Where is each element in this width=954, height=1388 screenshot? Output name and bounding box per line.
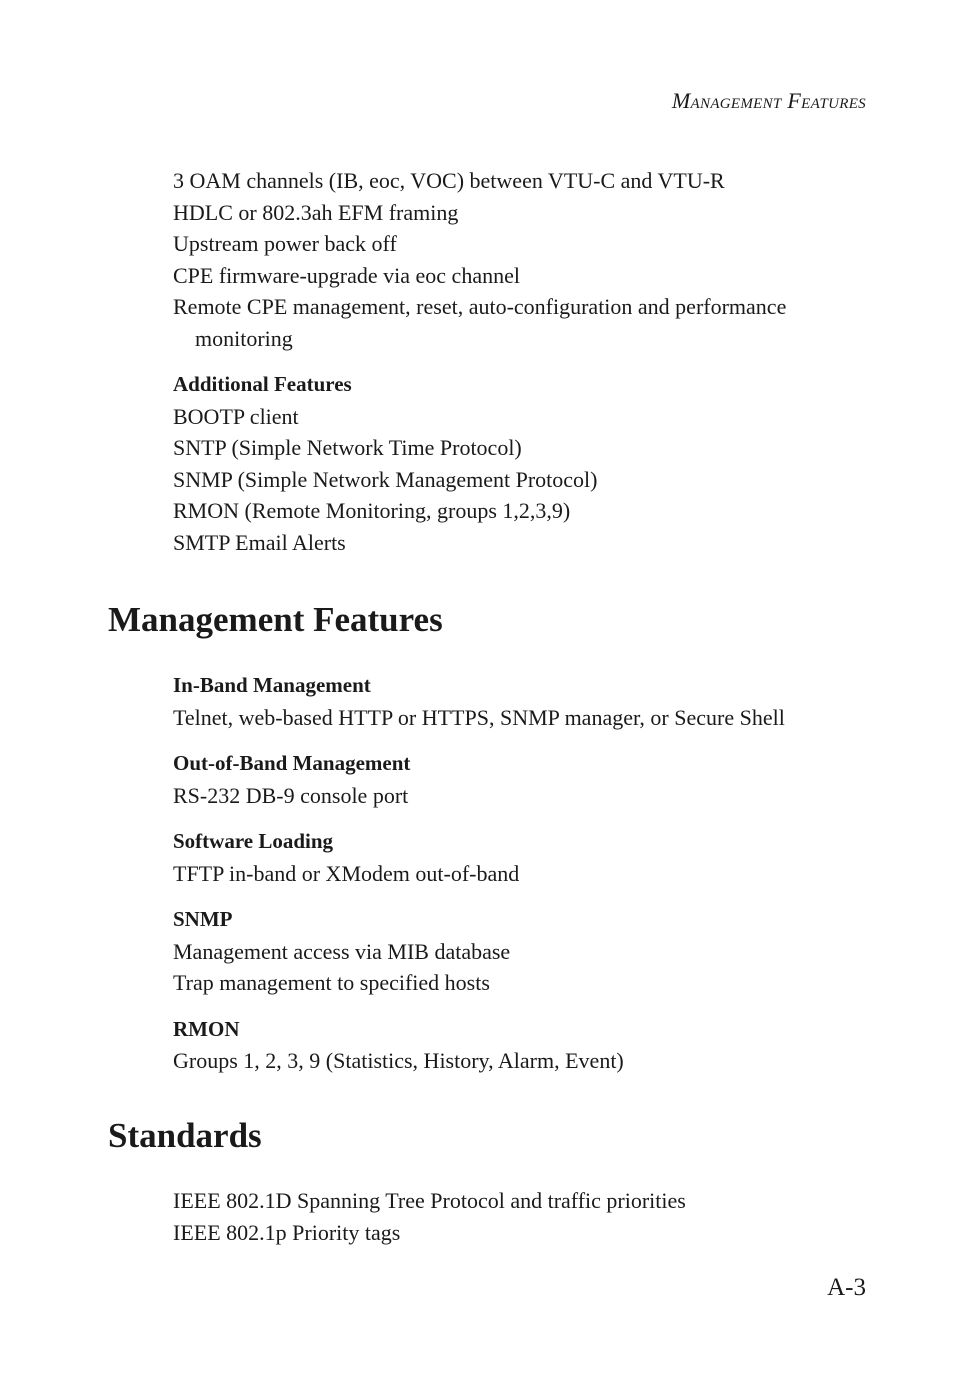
in-band-heading: In-Band Management (173, 673, 371, 697)
list-item: RMON (Remote Monitoring, groups 1,2,3,9) (173, 498, 571, 523)
list-item: HDLC or 802.3ah EFM framing (173, 199, 459, 225)
list-item: SNTP (Simple Network Time Protocol) (173, 435, 522, 460)
page-number: A-3 (827, 1274, 866, 1301)
list-item: Trap management to specified hosts (173, 970, 490, 995)
software-loading-heading: Software Loading (173, 829, 334, 853)
standards-items (173, 1185, 873, 1248)
list-item: Management access via MIB database (173, 938, 511, 964)
list-item: IEEE 802.1p Priority tags (173, 1219, 401, 1245)
list-item: SNMP (Simple Network Management Protocol) (173, 466, 598, 492)
list-item: RS-232 DB-9 console port (173, 782, 409, 808)
list-item: Groups 1, 2, 3, 9 (Statistics, History, Alarm, Event) (173, 1048, 624, 1073)
list-item: Upstream power back off (173, 231, 397, 256)
standards-title: Standards (108, 1116, 262, 1155)
intro-block (173, 165, 873, 558)
management-items (173, 655, 873, 1077)
list-item: SMTP Email Alerts (173, 529, 346, 555)
list-item: TFTP in-band or XModem out-of-band (173, 860, 520, 886)
additional-features-heading: Additional Features (173, 372, 352, 396)
running-header: Management Features (671, 88, 866, 113)
list-item: Telnet, web-based HTTP or HTTPS, SNMP manager, or Secure Shell (173, 704, 785, 730)
rmon-heading: RMON (173, 1016, 240, 1041)
list-item: CPE firmware-upgrade via eoc channel (173, 262, 520, 288)
snmp-heading: SNMP (173, 907, 233, 931)
list-item: IEEE 802.1D Spanning Tree Protocol and traffic priorities (173, 1188, 686, 1213)
list-item: BOOTP client (173, 403, 299, 429)
list-item: Remote CPE management, reset, auto-configuration and performance monitoring (173, 294, 787, 351)
list-item: 3 OAM channels (IB, eoc, VOC) between VTU-C and VTU-R (173, 168, 725, 193)
out-of-band-heading: Out-of-Band Management (173, 751, 411, 775)
management-features-title: Management Features (108, 600, 443, 639)
